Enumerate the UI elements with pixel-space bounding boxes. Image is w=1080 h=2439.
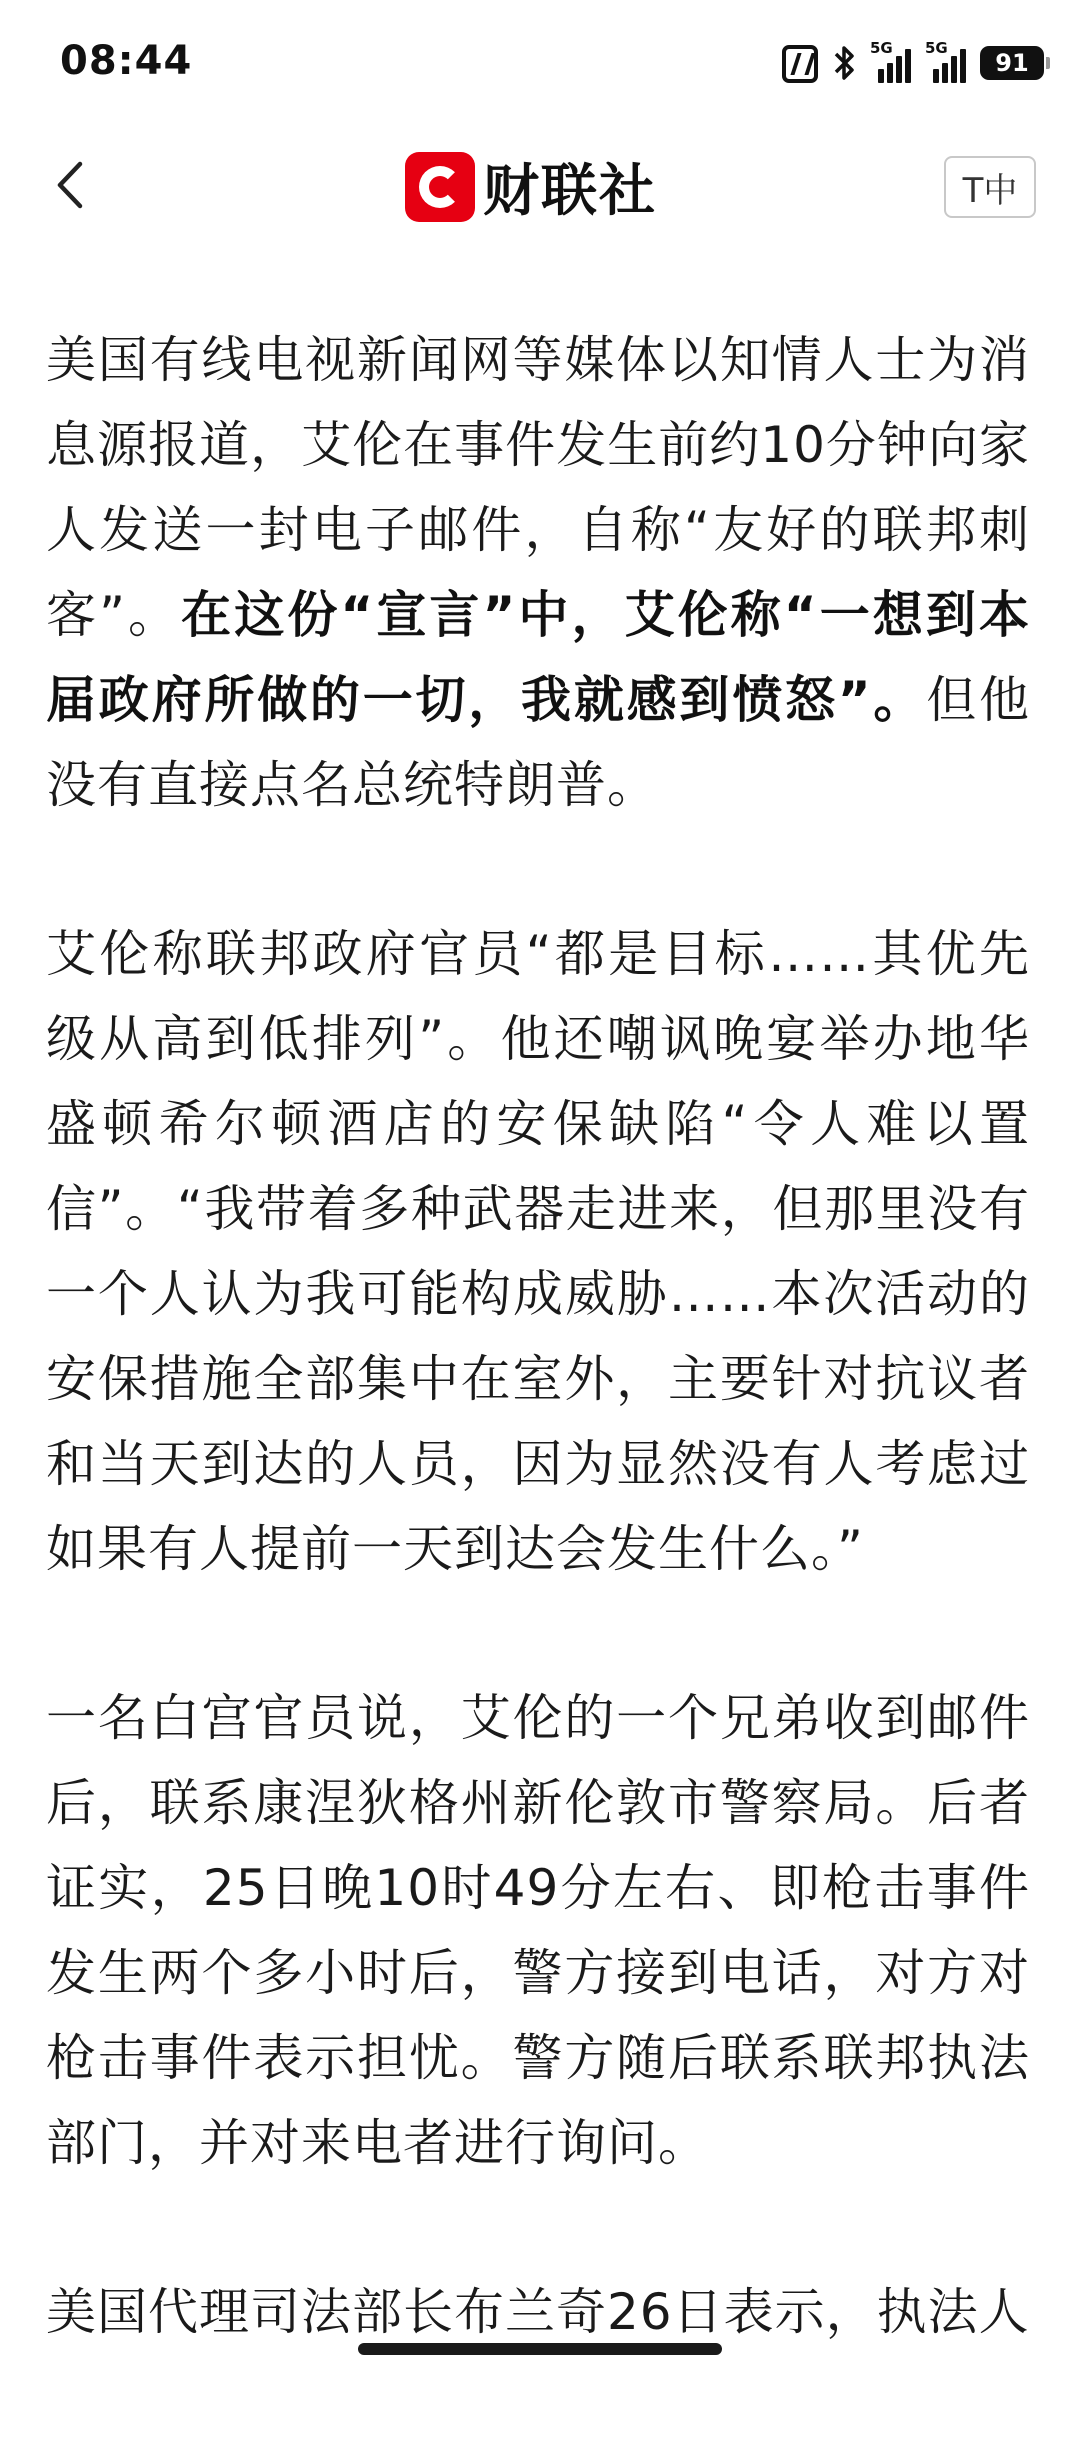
article-paragraph-4: 美国代理司法部长布兰奇26日表示，执法人 (46, 2283, 1030, 2341)
signal-bar (951, 56, 957, 83)
status-time: 08:44 (60, 38, 193, 84)
paragraph-text: 但他没有直接点名总统特朗普。 (46, 671, 1030, 814)
signal-icon-sim2 (925, 39, 966, 83)
status-icons (782, 40, 1044, 86)
signal-bar (905, 49, 911, 83)
paragraph-bold-quote: 在这份“宣言”中，艾伦称“一想到本届政府所做的一切，我就感到愤怒”。 (46, 586, 1030, 729)
brand-logo (405, 152, 657, 222)
signal-bar (933, 69, 939, 83)
signal-label-sim2: 5G (925, 39, 948, 57)
signal-bar (878, 69, 884, 83)
signal-bar (942, 63, 948, 83)
signal-bar (896, 56, 902, 83)
home-indicator[interactable] (358, 2343, 722, 2355)
article-paragraph-2: 艾伦称联邦政府官员“都是目标……其优先级从高到低排列”。他还嘲讽晚宴举办地华盛顿希尔顿酒店的安保缺陷“令人难以置信”。“我带着多种武器走进来，但那里没有一个人认为我可能构成威胁……本次活动的安保措施全部集中在室外，主要针对抗议者和当天到达的人员，因为显然没有人考虑过如果有人提前一天到达会发生什么。” (46, 925, 1030, 1578)
back-button[interactable] (44, 150, 104, 220)
brand-logo-badge (405, 152, 475, 222)
nfc-icon-wrap (782, 43, 818, 83)
nfc-icon (782, 45, 818, 83)
article-paragraph-3: 一名白宫官员说，艾伦的一个兄弟收到邮件后，联系康涅狄格州新伦敦市警察局。后者证实，25日晚10时49分左右、即枪击事件发生两个多小时后，警方接到电话，对方对枪击事件表示担忧。警方随后联系联邦执法部门，并对来电者进行询问。 (46, 1689, 1030, 2172)
article-body (46, 318, 1030, 2439)
brand-name: 财联社 (483, 159, 657, 224)
signal-bar (887, 63, 893, 83)
status-bar (0, 0, 1080, 128)
paragraph-text: 美国有线电视新闻网等媒体以知情人士为消息源报道，艾伦在事件发生前约10分钟向家人发送一封电子邮件，自称“友好的联邦刺客”。 (46, 331, 1030, 644)
battery-icon: 91 (980, 46, 1044, 80)
bluetooth-icon-wrap (832, 43, 856, 83)
bluetooth-icon (832, 43, 856, 83)
chevron-left-icon (44, 150, 104, 220)
font-size-button[interactable]: T中 (944, 156, 1036, 218)
signal-bar (960, 49, 966, 83)
signal-label-sim1: 5G (870, 39, 893, 57)
article-paragraph-1 (46, 318, 1030, 828)
top-nav-bar (0, 128, 1080, 248)
signal-icon-sim1 (870, 39, 911, 83)
